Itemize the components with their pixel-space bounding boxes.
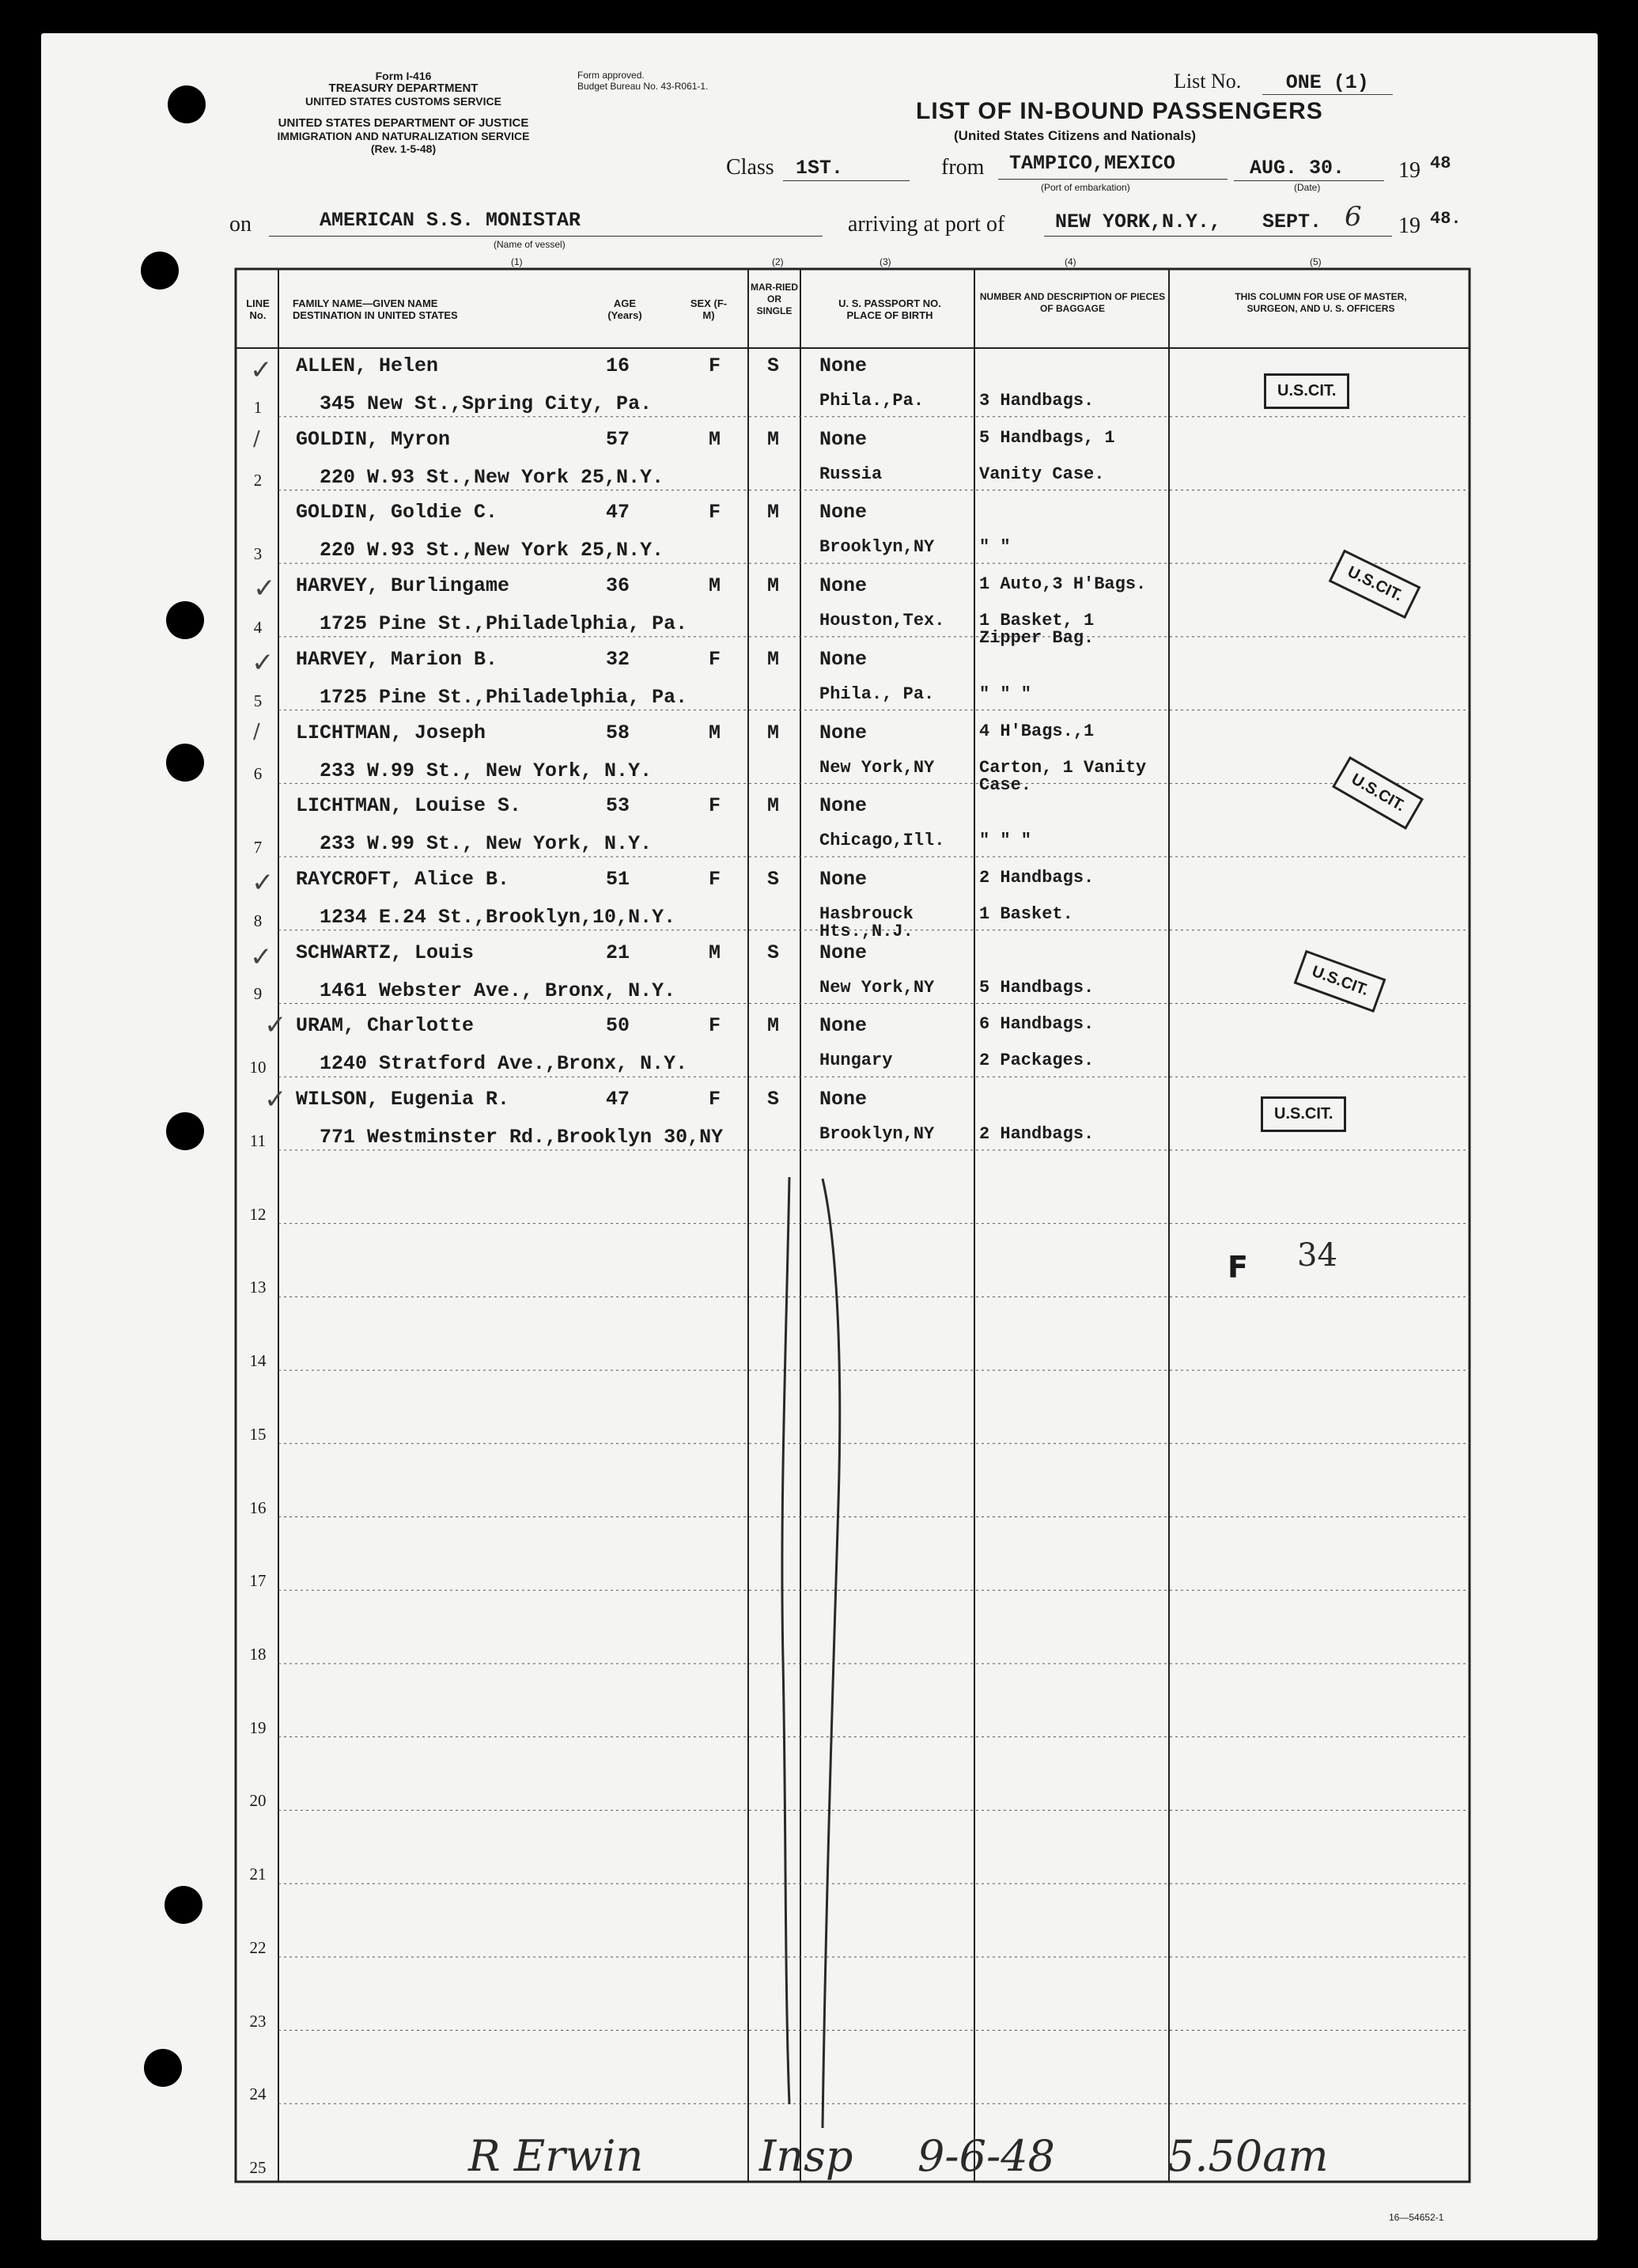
misc-mark-tick: F <box>1228 1250 1248 1285</box>
line-number: 14 <box>249 1351 267 1371</box>
passenger-sex: F <box>709 868 721 892</box>
check-mark: ✓ <box>250 354 273 386</box>
passenger-name: HARVEY, Burlingame <box>296 574 510 598</box>
line-number: 25 <box>249 2158 267 2177</box>
form-number: Form I-416 <box>375 70 432 82</box>
class-label: Class <box>726 155 774 180</box>
passenger-name: GOLDIN, Myron <box>296 427 451 451</box>
inspector-title: Insp <box>759 2131 853 2181</box>
passenger-address: 1725 Pine St.,Philadelphia, Pa. <box>320 685 688 709</box>
col-header-sex: SEX (F-M) <box>690 297 728 321</box>
line-number: 12 <box>249 1204 267 1224</box>
passenger-bag-2: 1 Basket. <box>979 904 1073 925</box>
passenger-bag-2: 3 Handbags. <box>979 391 1095 411</box>
arrival-date: SEPT. <box>1262 210 1322 233</box>
passenger-birthplace: New York,NY <box>819 757 935 778</box>
list-no-label: List No. <box>1174 70 1242 93</box>
passenger-address: 1725 Pine St.,Philadelphia, Pa. <box>320 612 688 636</box>
check-mark: ✓ <box>264 1084 287 1115</box>
line-number: 10 <box>249 1058 267 1077</box>
check-mark: / <box>253 427 260 451</box>
passenger-passport: None <box>819 574 868 598</box>
passenger-marital-status: M <box>767 647 780 671</box>
passenger-name: RAYCROFT, Alice B. <box>296 868 510 892</box>
col-header-line: LINE No. <box>246 297 270 321</box>
line-number: 16 <box>249 1497 267 1517</box>
passenger-bag-2: 2 Handbags. <box>979 1124 1095 1145</box>
passenger-age: 21 <box>606 941 630 964</box>
passenger-bag-1: 4 H'Bags.,1 <box>979 721 1095 741</box>
port-embark-caption: (Port of embarkation) <box>1041 182 1130 193</box>
arrival-day: 6 <box>1345 201 1362 233</box>
passenger-sex: F <box>709 501 721 524</box>
passenger-passport: None <box>819 427 868 451</box>
line-number: 22 <box>249 1937 267 1957</box>
passenger-bag-1: 2 Handbags. <box>979 868 1095 888</box>
passenger-birthplace: Phila., Pa. <box>819 683 935 704</box>
line-number: 3 <box>253 544 263 564</box>
misc-handwritten-mark: 34 <box>1297 1237 1337 1274</box>
passenger-marital-status: M <box>767 501 780 524</box>
passenger-address: 771 Westminster Rd.,Brooklyn 30,NY <box>320 1126 724 1149</box>
passenger-age: 51 <box>606 868 630 892</box>
line-number: 17 <box>249 1571 267 1591</box>
us-citizen-stamp: U.S.CIT. <box>1329 550 1421 619</box>
passenger-name: LICHTMAN, Louise S. <box>296 794 522 818</box>
passenger-sex: F <box>709 1014 721 1038</box>
passenger-sex: M <box>709 721 721 744</box>
form-approved: Form approved. <box>577 70 645 81</box>
check-mark: ✓ <box>253 573 276 604</box>
passenger-address: 233 W.99 St., New York, N.Y. <box>320 759 653 782</box>
passenger-name: GOLDIN, Goldie C. <box>296 501 498 524</box>
passenger-address: 1234 E.24 St.,Brooklyn,10,N.Y. <box>320 906 676 930</box>
customs-service: UNITED STATES CUSTOMS SERVICE <box>305 95 501 108</box>
vessel-caption: (Name of vessel) <box>494 239 566 250</box>
passenger-passport: None <box>819 721 868 744</box>
passenger-birthplace: Chicago,Ill. <box>819 831 945 851</box>
passenger-name: HARVEY, Marion B. <box>296 647 498 671</box>
us-citizen-stamp: U.S.CIT. <box>1264 373 1349 409</box>
passenger-marital-status: S <box>767 941 780 964</box>
passenger-marital-status: M <box>767 427 780 451</box>
passenger-birthplace: Phila.,Pa. <box>819 391 925 411</box>
line-number: 7 <box>253 838 263 858</box>
line-number: 13 <box>249 1278 267 1297</box>
line-number: 24 <box>249 2084 267 2104</box>
passenger-name: WILSON, Eugenia R. <box>296 1088 510 1111</box>
date-caption: (Date) <box>1294 182 1321 193</box>
passenger-marital-status: S <box>767 354 780 377</box>
passenger-age: 50 <box>606 1014 630 1038</box>
line-number: 4 <box>253 617 263 637</box>
col-idx-1: (1) <box>511 256 523 267</box>
passenger-passport: None <box>819 794 868 818</box>
passenger-age: 47 <box>606 501 630 524</box>
passenger-age: 36 <box>606 574 630 598</box>
col-header-baggage: NUMBER AND DESCRIPTION OF PIECES OF BAGGAGE <box>979 291 1166 314</box>
footer-code: 16—54652-1 <box>1389 2212 1444 2223</box>
passenger-sex: M <box>709 574 721 598</box>
list-no-value: ONE (1) <box>1262 71 1393 95</box>
us-citizen-stamp: U.S.CIT. <box>1294 950 1386 1013</box>
passenger-marital-status: M <box>767 794 780 818</box>
passenger-sex: F <box>709 354 721 377</box>
col-idx-2: (2) <box>772 256 784 267</box>
passenger-marital-status: M <box>767 574 780 598</box>
passenger-bag-1: 6 Handbags. <box>979 1014 1095 1035</box>
depart-date: AUG. 30. <box>1250 157 1345 180</box>
line-number: 2 <box>253 471 263 490</box>
passenger-sex: M <box>709 427 721 451</box>
year-value: 48 <box>1430 153 1451 173</box>
passenger-bag-2: " " <box>979 537 1011 558</box>
line-number: 15 <box>249 1424 267 1444</box>
passenger-birthplace: Hasbrouck Hts.,N.J. <box>819 904 914 942</box>
ins-service: IMMIGRATION AND NATURALIZATION SERVICE <box>277 130 530 142</box>
col-idx-4: (4) <box>1065 256 1076 267</box>
passenger-address: 220 W.93 St.,New York 25,N.Y. <box>320 539 664 562</box>
check-mark: / <box>253 720 260 744</box>
line-number: 6 <box>253 764 263 784</box>
passenger-bag-1: 5 Handbags, 1 <box>979 427 1115 448</box>
revision: (Rev. 1-5-48) <box>370 142 437 155</box>
passenger-age: 58 <box>606 721 630 744</box>
col-header-passport: U. S. PASSPORT NO. PLACE OF BIRTH <box>838 297 941 321</box>
us-citizen-stamp: U.S.CIT. <box>1332 756 1424 830</box>
budget-bureau: Budget Bureau No. 43-R061-1. <box>577 81 709 92</box>
passenger-sex: F <box>709 647 721 671</box>
passenger-bag-2: 2 Packages. <box>979 1051 1095 1071</box>
passenger-age: 47 <box>606 1088 630 1111</box>
passenger-name: SCHWARTZ, Louis <box>296 941 475 964</box>
passenger-bag-2: Carton, 1 Vanity Case. <box>979 757 1147 795</box>
vessel-name: AMERICAN S.S. MONISTAR <box>320 209 581 232</box>
line-number: 19 <box>249 1717 267 1737</box>
passenger-bag-2: 1 Basket, 1 Zipper Bag. <box>979 611 1095 649</box>
passenger-age: 57 <box>606 427 630 451</box>
passenger-passport: None <box>819 1014 868 1038</box>
class-value: 1ST. <box>796 157 844 180</box>
treasury-dept: TREASURY DEPARTMENT <box>328 81 479 95</box>
arrival-year: 48. <box>1430 209 1462 229</box>
passenger-passport: None <box>819 501 868 524</box>
passenger-marital-status: M <box>767 1014 780 1038</box>
arriving-label: arriving at port of <box>848 212 1005 237</box>
us-citizen-stamp: U.S.CIT. <box>1261 1096 1346 1132</box>
check-mark: ✓ <box>250 941 273 973</box>
col-idx-3: (3) <box>880 256 891 267</box>
justice-dept: UNITED STATES DEPARTMENT OF JUSTICE <box>278 116 529 130</box>
passenger-address: 1240 Stratford Ave.,Bronx, N.Y. <box>320 1052 688 1076</box>
col-header-married: MAR-RIED OR SINGLE <box>751 282 798 316</box>
passenger-bag-2: " " " <box>979 831 1032 851</box>
passenger-sex: M <box>709 941 721 964</box>
page-title: LIST OF IN-BOUND PASSENGERS <box>916 98 1323 124</box>
passenger-passport: None <box>819 1088 868 1111</box>
col-header-age: AGE (Years) <box>607 297 642 321</box>
passenger-address: 233 W.99 St., New York, N.Y. <box>320 832 653 856</box>
line-number: 20 <box>249 1791 267 1811</box>
passenger-bag-2: " " " <box>979 683 1032 704</box>
passenger-birthplace: Houston,Tex. <box>819 611 945 631</box>
line-number: 11 <box>249 1130 267 1150</box>
inspector-signature: R Erwin <box>468 2131 644 2181</box>
line-number: 23 <box>249 2011 267 2031</box>
passenger-age: 32 <box>606 647 630 671</box>
inspection-date: 9-6-48 <box>917 2131 1055 2181</box>
passenger-marital-status: M <box>767 721 780 744</box>
passenger-address: 220 W.93 St.,New York 25,N.Y. <box>320 465 664 489</box>
passenger-passport: None <box>819 941 868 964</box>
col-header-dest: DESTINATION IN UNITED STATES <box>293 309 458 321</box>
passenger-passport: None <box>819 647 868 671</box>
col-header-officers: THIS COLUMN FOR USE OF MASTER, SURGEON, AND U. S. OFFICERS <box>1235 291 1407 314</box>
passenger-name: LICHTMAN, Joseph <box>296 721 486 744</box>
passenger-address: 345 New St.,Spring City, Pa. <box>320 392 653 415</box>
line-number: 1 <box>253 397 263 417</box>
col-header-name: FAMILY NAME—GIVEN NAME <box>293 297 438 309</box>
passenger-passport: None <box>819 868 868 892</box>
line-number: 9 <box>253 984 263 1004</box>
passenger-sex: F <box>709 794 721 818</box>
col-idx-5: (5) <box>1310 256 1322 267</box>
check-mark: ✓ <box>252 867 274 899</box>
passenger-name: URAM, Charlotte <box>296 1014 475 1038</box>
passenger-bag-1: 1 Auto,3 H'Bags. <box>979 574 1147 595</box>
passenger-birthplace: Hungary <box>819 1051 893 1071</box>
passenger-sex: F <box>709 1088 721 1111</box>
from-label: from <box>941 155 985 180</box>
line-number: 8 <box>253 911 263 930</box>
arrival-year-prefix: 19 <box>1398 214 1420 238</box>
passenger-marital-status: S <box>767 868 780 892</box>
line-number: 5 <box>253 691 263 710</box>
passenger-passport: None <box>819 354 868 377</box>
passenger-birthplace: Russia <box>819 464 883 484</box>
passenger-name: ALLEN, Helen <box>296 354 439 377</box>
passenger-birthplace: Brooklyn,NY <box>819 537 935 558</box>
passenger-birthplace: New York,NY <box>819 977 935 998</box>
check-mark: ✓ <box>264 1009 287 1041</box>
check-mark: ✓ <box>252 647 274 679</box>
year-prefix: 19 <box>1398 158 1420 183</box>
passenger-birthplace: Brooklyn,NY <box>819 1124 935 1145</box>
passenger-bag-2: 5 Handbags. <box>979 977 1095 998</box>
passenger-address: 1461 Webster Ave., Bronx, N.Y. <box>320 979 676 1002</box>
arrival-port: NEW YORK,N.Y., <box>1055 210 1222 233</box>
passenger-marital-status: S <box>767 1088 780 1111</box>
on-label: on <box>229 212 252 237</box>
passenger-age: 53 <box>606 794 630 818</box>
page-subtitle: (United States Citizens and Nationals) <box>954 128 1197 143</box>
line-number: 21 <box>249 1865 267 1884</box>
passenger-bag-2: Vanity Case. <box>979 464 1105 484</box>
from-value: TAMPICO,MEXICO <box>1009 152 1176 175</box>
line-number: 18 <box>249 1644 267 1664</box>
passenger-age: 16 <box>606 354 630 377</box>
inspection-time: 5.50am <box>1167 2131 1329 2181</box>
